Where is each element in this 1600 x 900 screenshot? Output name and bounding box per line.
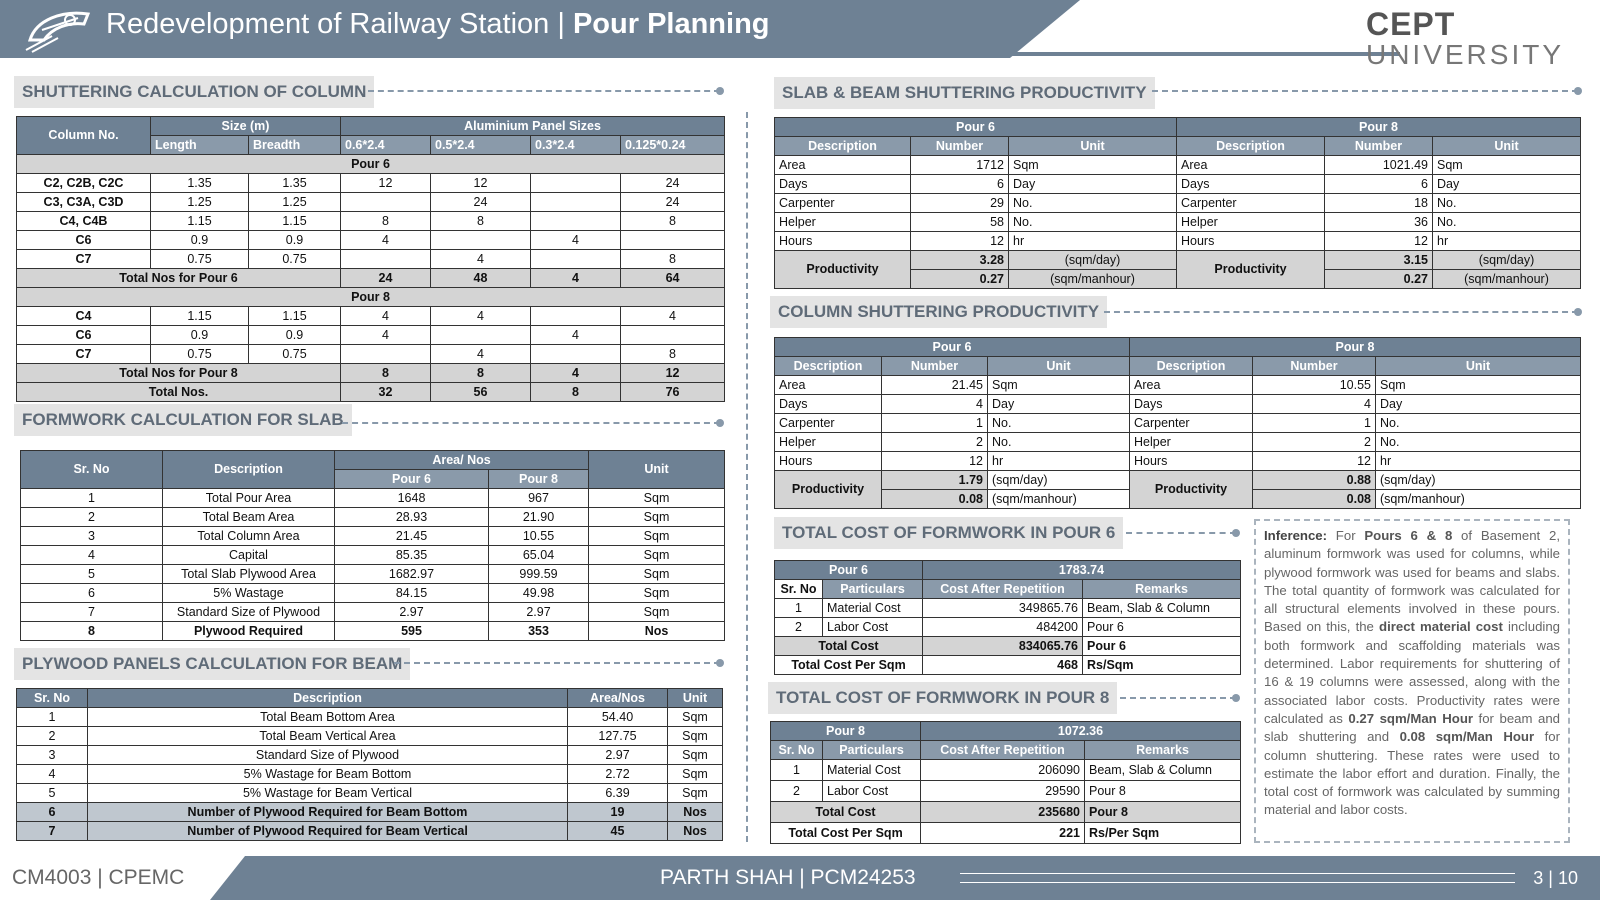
course-code: CM4003 | CPEMC bbox=[12, 866, 185, 889]
table-row: 4 Capital 85.35 65.04 Sqm bbox=[21, 546, 725, 565]
table-row: Helper 58 No. Helper 36 No. bbox=[775, 213, 1581, 232]
table-row: Helper 2 No. Helper 2 No. bbox=[775, 433, 1581, 452]
table-row: 1 Total Pour Area 1648 967 Sqm bbox=[21, 489, 725, 508]
table-row: C4, C4B 1.15 1.15 8 8 8 bbox=[17, 212, 725, 231]
table-row: 2 Labor Cost 484200 Pour 6 bbox=[775, 618, 1241, 637]
table-row: C3, C3A, C3D 1.25 1.25 24 24 bbox=[17, 193, 725, 212]
section-divider bbox=[1104, 311, 1578, 313]
table-row: C2, C2B, C2C 1.35 1.35 12 12 24 bbox=[17, 174, 725, 193]
inference-text: Inference: For Pours 6 & 8 of Basement 2, aluminum formwork was used for columns, while plywood formwork was used for beams and slabs. The total quantity of formwork was calculated for all structural elements involved in these pours. Based on this, the direct material cost including both formwork and scaffolding materials was determined. Labor requirements for shuttering of 16 & 19 columns were assessed, along with the associated labor costs. Productivity rates were calculated as 0.27 sqm/Man Hour for beam and slab shuttering and 0.08 sqm/Man Hour for column shuttering. These rates were used to estimate the labor effort and duration. Finally, the total cost of formwork was calculated by summing material and labor costs. bbox=[1254, 519, 1570, 843]
table-row: Hours 12 hr Hours 12 hr bbox=[775, 232, 1581, 251]
section-divider bbox=[1126, 532, 1236, 534]
table-row: 2 Total Beam Area 28.93 21.90 Sqm bbox=[21, 508, 725, 527]
table-row: 7 Number of Plywood Required for Beam Vertical 45 Nos bbox=[17, 822, 723, 841]
section-title-cost-pour8: TOTAL COST OF FORMWORK IN POUR 8 bbox=[768, 682, 1117, 714]
table-row: Area 21.45 Sqm Area 10.55 Sqm bbox=[775, 376, 1581, 395]
table-row: 1 Material Cost 206090 Beam, Slab & Column bbox=[771, 760, 1241, 781]
table-row: 2 Total Beam Vertical Area 127.75 Sqm bbox=[17, 727, 723, 746]
column-productivity-table: Pour 6 Pour 8 Description Number Unit Description Number Unit Area 21.45 Sqm Area 10.55 Sqm Days 4 Day Days 4 Day Carpenter 1 No. Carpenter 1 No. Helper 2 No. Helper 2 No. Hours 12 hr Hours 12 hr Productivity 1.79 (sqm/day) Productivity 0.88 (sqm/day) 0.08 (sqm/manhour) 0.08 (sqm/manhour) bbox=[774, 337, 1581, 509]
table-row: 3 Total Column Area 21.45 10.55 Sqm bbox=[21, 527, 725, 546]
page-number: 3 | 10 bbox=[1533, 868, 1578, 888]
section-divider bbox=[394, 662, 720, 664]
author-name: PARTH SHAH | PCM24253 bbox=[660, 866, 916, 889]
cost-pour8-table: Pour 8 1072.36 Sr. No Particulars Cost After Repetition Remarks 1 Material Cost 206090 Beam, Slab & Column 2 Labor Cost 29590 Pour 8 Total Cost 235680 Pour 8 Total Cost Per Sqm 221 Rs/Per Sqm bbox=[770, 721, 1241, 844]
table-row: 5 Total Slab Plywood Area 1682.97 999.59 Sqm bbox=[21, 565, 725, 584]
table-row: Carpenter 29 No. Carpenter 18 No. bbox=[775, 194, 1581, 213]
section-title-column-shuttering: SHUTTERING CALCULATION OF COLUMN bbox=[14, 76, 374, 108]
column-divider bbox=[746, 112, 748, 842]
section-title-beam-plywood: PLYWOOD PANELS CALCULATION FOR BEAM bbox=[14, 648, 410, 680]
header bbox=[0, 0, 1600, 70]
section-divider bbox=[1152, 90, 1578, 92]
table-row: 1 Material Cost 349865.76 Beam, Slab & Column bbox=[775, 599, 1241, 618]
page-title: Redevelopment of Railway Station | Pour Planning bbox=[106, 8, 770, 40]
table-row: 8 Plywood Required 595 353 Nos bbox=[21, 622, 725, 641]
university-logo: CEPT UNIVERSITY bbox=[1365, 6, 1564, 70]
slab-formwork-table: Sr. No Description Area/ Nos Unit Pour 6 Pour 8 1 Total Pour Area 1648 967 Sqm 2 Total Beam Area 28.93 21.90 Sqm 3 Total Column Area 21.45 10.55 Sqm 4 Capital 85.35 65.04 Sqm 5 Total Slab Plywood Area 1682.97 999.59 Sqm 6 5% Wastage 84.15 49.98 Sqm 7 Standard Size of Plywood 2.97 2.97 Sqm 8 Plywood Required 595 353 Nos bbox=[20, 450, 725, 641]
section-title-column-productivity: COLUMN SHUTTERING PRODUCTIVITY bbox=[770, 296, 1107, 328]
table-row: 4 5% Wastage for Beam Bottom 2.72 Sqm bbox=[17, 765, 723, 784]
table-row: 3 Standard Size of Plywood 2.97 Sqm bbox=[17, 746, 723, 765]
table-row: 7 Standard Size of Plywood 2.97 2.97 Sqm bbox=[21, 603, 725, 622]
slab-productivity-table: Pour 6 Pour 8 Description Number Unit Description Number Unit Area 1712 Sqm Area 1021.49 Sqm Days 6 Day Days 6 Day Carpenter 29 No. Carpenter 18 No. Helper 58 No. Helper 36 No. Hours 12 hr Hours 12 hr Productivity 3.28 (sqm/day) Productivity 3.15 (sqm/day) 0.27 (sqm/manhour) 0.27 (sqm/manhour) bbox=[774, 117, 1581, 289]
table-row: Days 4 Day Days 4 Day bbox=[775, 395, 1581, 414]
table-row: C6 0.9 0.9 4 4 bbox=[17, 326, 725, 345]
table-row: 6 5% Wastage 84.15 49.98 Sqm bbox=[21, 584, 725, 603]
table-row: Days 6 Day Days 6 Day bbox=[775, 175, 1581, 194]
section-title-cost-pour6: TOTAL COST OF FORMWORK IN POUR 6 bbox=[774, 517, 1123, 549]
table-row: 5 5% Wastage for Beam Vertical 6.39 Sqm bbox=[17, 784, 723, 803]
table-row: C6 0.9 0.9 4 4 bbox=[17, 231, 725, 250]
footer-rule bbox=[960, 873, 1515, 883]
section-divider bbox=[342, 422, 720, 424]
header-rule bbox=[1000, 52, 1400, 56]
cost-pour6-table: Pour 6 1783.74 Sr. No Particulars Cost After Repetition Remarks 1 Material Cost 349865.76 Beam, Slab & Column 2 Labor Cost 484200 Pour 6 Total Cost 834065.76 Pour 6 Total Cost Per Sqm 468 Rs/Sqm bbox=[774, 560, 1241, 675]
column-shuttering-table: Column No. Size (m) Aluminium Panel Sizes Length Breadth 0.6*2.4 0.5*2.4 0.3*2.4 0.125*0.24 Pour 6 C2, C2B, C2C 1.35 1.35 12 12 24 C3, C3A, C3D 1.25 1.25 24 24 C4, C4B 1.15 1.15 8 8 8 C6 0.9 0.9 4 4 C7 0.75 0.75 4 8 Total Nos for Pour 6 24 48 4 64 Pour 8 C4 1.15 1.15 4 4 4 C6 0.9 0.9 4 4 C7 0.75 0.75 4 8 Total Nos for Pour 8 8 8 4 12 Total Nos. 32 56 8 76 bbox=[16, 116, 725, 402]
section-title-slab-productivity: SLAB & BEAM SHUTTERING PRODUCTIVITY bbox=[774, 77, 1155, 109]
table-row: 6 Number of Plywood Required for Beam Bottom 19 Nos bbox=[17, 803, 723, 822]
beam-plywood-table: Sr. No Description Area/Nos Unit 1 Total Beam Bottom Area 54.40 Sqm 2 Total Beam Vertical Area 127.75 Sqm 3 Standard Size of Plywood 2.97 Sqm 4 5% Wastage for Beam Bottom 2.72 Sqm 5 5% Wastage for Beam Vertical 6.39 Sqm 6 Number of Plywood Required for Beam Bottom 19 Nos 7 Number of Plywood Required for Beam Vertical 45 Nos bbox=[16, 688, 723, 841]
table-row: 2 Labor Cost 29590 Pour 8 bbox=[771, 781, 1241, 802]
section-divider bbox=[1120, 697, 1236, 699]
section-title-slab-formwork: FORMWORK CALCULATION FOR SLAB bbox=[14, 404, 352, 436]
table-row: 1 Total Beam Bottom Area 54.40 Sqm bbox=[17, 708, 723, 727]
table-row: Hours 12 hr Hours 12 hr bbox=[775, 452, 1581, 471]
train-logo-icon bbox=[22, 6, 94, 54]
table-row: Area 1712 Sqm Area 1021.49 Sqm bbox=[775, 156, 1581, 175]
table-row: C7 0.75 0.75 4 8 bbox=[17, 250, 725, 269]
section-divider bbox=[368, 90, 720, 92]
table-row: C7 0.75 0.75 4 8 bbox=[17, 345, 725, 364]
table-row: C4 1.15 1.15 4 4 4 bbox=[17, 307, 725, 326]
table-row: Carpenter 1 No. Carpenter 1 No. bbox=[775, 414, 1581, 433]
